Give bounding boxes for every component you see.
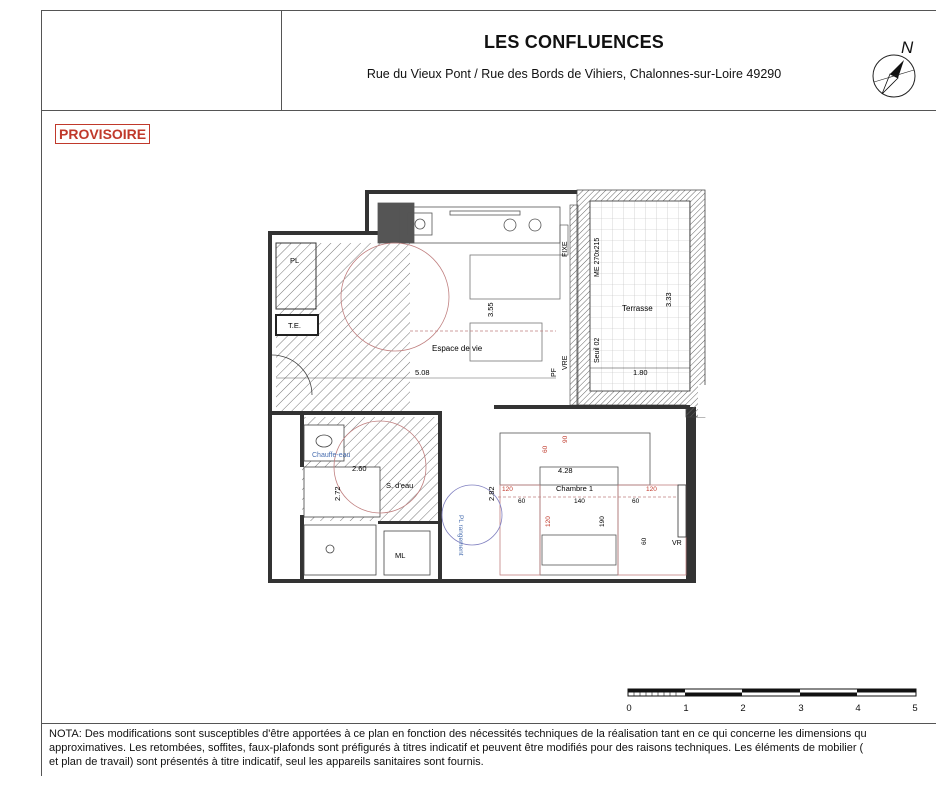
room-label-bathroom: S. d'eau [386,481,414,490]
dim-terrace-height: 3.33 [664,292,673,307]
label-fixe: FIXE [562,241,569,257]
north-arrow-icon [870,52,920,102]
bedroom-furniture [442,433,686,575]
provisional-stamp: PROVISOIRE [55,124,150,144]
dim-living-height: 3.55 [486,302,495,317]
scale-tick-1: 1 [683,703,689,714]
header-divider [41,110,936,111]
scale-tick-3: 3 [798,703,804,714]
dim-terrace-width: 1.80 [633,368,648,377]
label-chauffe-eau: Chauffe-eau [312,452,351,459]
dim-clear-vert: 60 [542,445,549,453]
project-address: Rue du Vieux Pont / Rue des Bords de Vihiers, Chalonnes-sur-Loire 49290 [366,67,782,81]
label-pf: PF [551,368,558,377]
room-label-bedroom: Chambre 1 [556,484,594,493]
project-title: LES CONFLUENCES [483,32,664,52]
dim-bath-width: 2.60 [352,464,367,473]
terrace-area [577,190,706,417]
label-pl: PL [290,256,300,265]
north-label: N [901,38,914,57]
label-pl-vertical: PL rangement [457,515,464,556]
dim-clear-right: 120 [646,486,657,493]
dim-clear-top: 90 [562,435,569,443]
dim-bed-gap: 60 [641,537,648,545]
scale-bar [620,686,930,716]
room-label-terrace: Terrasse [622,304,653,313]
scale-bar-graphic [620,686,930,700]
label-me: ME 270x215 [594,237,601,277]
scale-tick-2: 2 [740,703,746,714]
dim-clear-left: 120 [502,486,513,493]
apartment-plan [260,185,720,595]
scale-tick-0: 0 [626,703,632,714]
scale-tick-5: 5 [912,703,918,714]
dim-bed-len: 190 [599,516,606,527]
header-column-divider [281,10,282,110]
scale-tick-4: 4 [855,703,861,714]
dim-bed-height: 2.82 [487,486,496,501]
label-te: T.E. [288,321,301,330]
kitchen-counter [378,203,560,243]
label-vre: VRE [562,355,569,370]
room-label-living: Espace de vie [432,344,483,353]
dim-clear-bot-b: 60 [632,498,640,505]
dim-living-width: 5.08 [415,368,430,377]
dim-bed-size: 140 [574,498,585,505]
dim-clear-bot-a: 60 [518,498,526,505]
label-ml: ML [395,551,406,560]
terrace-window-wall [551,205,578,405]
dim-bath-height: 2.72 [333,486,342,501]
disclaimer-note: NOTA: Des modifications sont susceptibles d'être apportées à ce plan en fonction des nécessités techniques de la réalisation tant en ce qui concerne les dimensions qu approximatives. Les retombées, soffites, faux-plafonds sont préfigurés à titres indicatif et peuvent être modifiés pour des raisons techniques. Les éléments de mobilier ( et plan de travail) sont présentés à titre indicatif, seul les appareils sanitaires sont fournis. [49,728,867,768]
dim-bed-width: 4.28 [558,466,573,475]
label-vr: VR [672,540,682,547]
dim-clear-side: 120 [545,516,552,527]
label-seuil: Seuil 02 [594,337,601,363]
footer-divider [41,723,936,724]
